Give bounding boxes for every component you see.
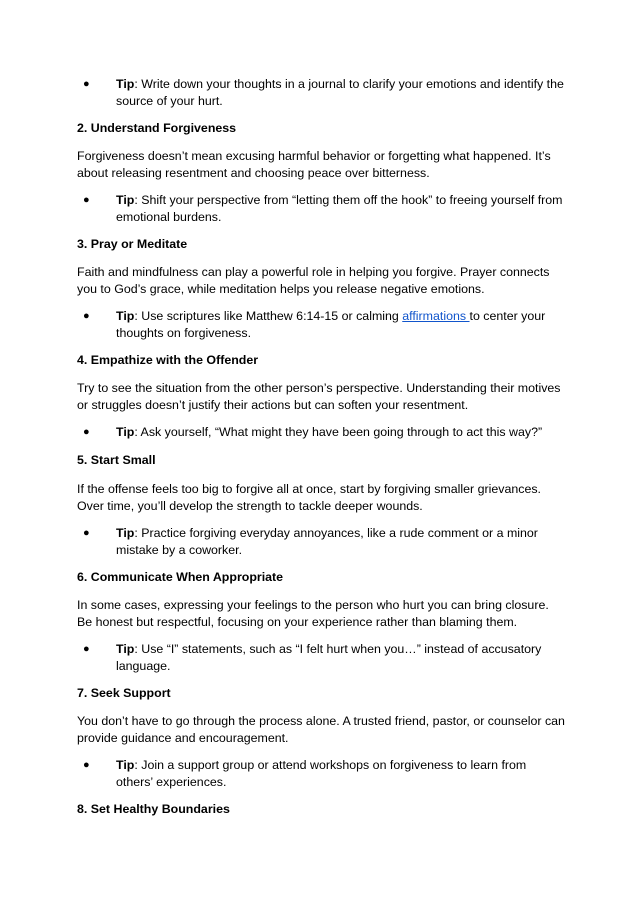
tip-label: Tip [116, 642, 135, 656]
tip-item [83, 424, 565, 441]
tip-text: : Write down your thoughts in a journal to clarify your emotions and identify the source of your hurt. [116, 77, 564, 108]
tip-item [83, 525, 565, 559]
bullet-icon: ● [83, 78, 90, 90]
section-heading: 4. Empathize with the Offender [77, 353, 259, 367]
tip-text: : Shift your perspective from “letting them off the hook” to freeing yourself from emotional burdens. [116, 193, 563, 224]
tip-label: Tip [116, 309, 135, 323]
section-body: You don’t have to go through the process alone. A trusted friend, pastor, or counselor can provide guidance and encouragement. [77, 714, 565, 745]
bullet-icon: ● [83, 759, 90, 771]
tip-text: : Use “I” statements, such as “I felt hurt when you…” instead of accusatory language. [116, 642, 542, 673]
tip-text: to center your thoughts on forgiveness. [116, 309, 546, 340]
tip-item [83, 192, 565, 226]
tip-label: Tip [116, 526, 135, 540]
section-heading: 7. Seek Support [77, 686, 171, 700]
tip-text: : Join a support group or attend workshops on forgiveness to learn from others’ experiences. [116, 758, 527, 789]
affirmations-link[interactable]: affirmations [402, 309, 470, 323]
tip-text: : Practice forgiving everyday annoyances, like a rude comment or a minor mistake by a coworker. [116, 526, 538, 557]
section-heading: 2. Understand Forgiveness [77, 121, 237, 135]
section-heading: 8. Set Healthy Boundaries [77, 802, 230, 816]
bullet-icon: ● [83, 310, 90, 322]
section-body: Faith and mindfulness can play a powerful role in helping you forgive. Prayer connects you to God’s grace, while meditation helps you release negative emotions. [77, 265, 550, 296]
section-body: If the offense feels too big to forgive all at once, start by forgiving smaller grievances. Over time, you’ll develop the strength to tackle deeper wounds. [77, 482, 541, 513]
tip-text: : Ask yourself, “What might they have been going through to act this way?” [134, 425, 543, 439]
section-body: Try to see the situation from the other person’s perspective. Understanding their motives or struggles doesn’t justify their actions but can soften your resentment. [77, 381, 561, 412]
tip-text: : Use scriptures like Matthew 6:14-15 or calming [134, 309, 403, 323]
tip-item [83, 641, 565, 675]
tip-item [83, 76, 565, 110]
tip-label: Tip [116, 758, 135, 772]
bullet-icon: ● [83, 194, 90, 206]
tip-item [83, 757, 565, 791]
bullet-icon: ● [83, 527, 90, 539]
tip-label: Tip [116, 193, 135, 207]
section-heading: 6. Communicate When Appropriate [77, 570, 284, 584]
section-heading: 3. Pray or Meditate [77, 237, 188, 251]
section-body: In some cases, expressing your feelings to the person who hurt you can bring closure. Be honest but respectful, focusing on your experience rather than blaming them. [77, 598, 549, 629]
tip-label: Tip [116, 425, 135, 439]
bullet-icon: ● [83, 426, 90, 438]
section-heading: 5. Start Small [77, 453, 156, 467]
tip-label: Tip [116, 77, 135, 91]
bullet-icon: ● [83, 643, 90, 655]
tip-item [83, 308, 565, 342]
section-body: Forgiveness doesn’t mean excusing harmful behavior or forgetting what happened. It’s about releasing resentment and choosing peace over bitterness. [77, 149, 551, 180]
